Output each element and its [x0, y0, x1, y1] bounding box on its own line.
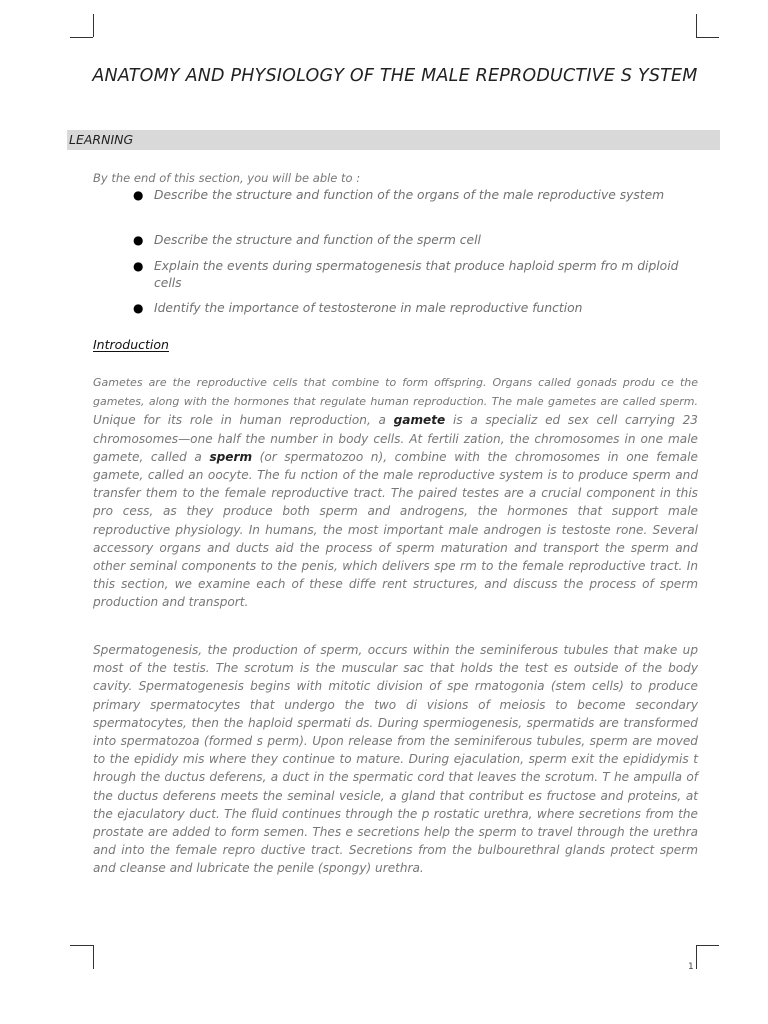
- paragraph-introduction: [93, 373, 698, 612]
- bullet-icon: ●: [133, 259, 144, 273]
- objective-text: Describe the structure and function of the organs of the male reproductive system: [154, 188, 665, 202]
- term-gamete: gamete: [393, 413, 446, 428]
- paragraph-text: is a specializ ed sex cell carrying 23 chromosomes—one half the number in body cells. At fertili zation, the chromosomes in one male gamete, called a: [93, 413, 698, 464]
- paragraph-text: Unique for its role in human reproduction, a: [93, 413, 394, 428]
- document-title: ANATOMY AND PHYSIOLOGY OF THE MALE REPRODUCTIVE S YSTEM: [92, 66, 698, 86]
- crop-mark-top-right-h: [696, 37, 719, 38]
- introduction-heading: Introduction: [93, 337, 169, 352]
- bullet-icon: ●: [133, 301, 144, 315]
- objective-text: Explain the events during spermatogenesis that produce haploid sperm fro m diploid cells: [154, 259, 679, 290]
- objective-item: [133, 258, 703, 292]
- crop-mark-bottom-left-v: [93, 945, 94, 969]
- bullet-icon: ●: [133, 188, 144, 202]
- section-header-bar: [67, 130, 720, 150]
- crop-mark-bottom-right-v: [696, 945, 697, 969]
- page-number: 1: [688, 962, 694, 972]
- objective-item: [133, 300, 703, 317]
- objective-text: Describe the structure and function of the sperm cell: [154, 233, 481, 247]
- term-sperm: sperm: [209, 449, 253, 464]
- paragraph-intro-start: Gametes are the reproductive cells that combine to form offspring. Organs called gonads produ ce the gametes, along with the hormones that regulate human reproduction. The male gametes are called sperm.: [93, 376, 698, 409]
- crop-mark-bottom-left-h: [70, 945, 93, 946]
- section-label: LEARNING: [69, 132, 134, 147]
- objective-item: [133, 187, 703, 204]
- objective-item: [133, 232, 703, 249]
- crop-mark-bottom-right-h: [696, 945, 719, 946]
- crop-mark-top-left-h: [70, 37, 93, 38]
- objectives-intro: By the end of this section, you will be able to :: [93, 171, 361, 185]
- objective-text: Identify the importance of testosterone in male reproductive function: [154, 301, 583, 315]
- crop-mark-top-right-v: [696, 14, 697, 37]
- paragraph-spermatogenesis: Spermatogenesis, the production of sperm, occurs within the seminiferous tubules that make up most of the testis. The scrotum is the muscular sac that holds the test es outside of the body cavity. Spermatogenesis begins with mitotic division of spe rmatogonia (stem cells) to produce primary spermatocytes that undergo the two di visions of meiosis to become secondary spermatocytes, then the haploid spermati ds. During spermiogenesis, spermatids are transformed into spermatozoa (formed s perm). Upon release from the seminiferous tubules, sperm are moved to the epididy mis where they continue to mature. During ejaculation, sperm exit the epididymis t hrough the ductus deferens, a duct in the spermatic cord that leaves the scrotum. T he ampulla of the ductus deferens meets the seminal vesicle, a gland that contribut es fructose and proteins, at the ejaculatory duct. The fluid continues through the p rostatic urethra, where secretions from the prostate are added to form semen. Thes e secretions help the sperm to travel through the urethra and into the female repro ductive tract. Secretions from the bulbourethral glands protect sperm and cleanse and lubricate the penile (spongy) urethra.: [93, 643, 698, 876]
- bullet-icon: ●: [133, 233, 144, 247]
- crop-mark-top-left-v: [93, 14, 94, 37]
- paragraph-text: (or spermatozoo n), combine with the chromosomes in one female gamete, called an oocyte. The fu nction of the male reproductive system is to produce sperm and transfer them to the female reproductive tract. The paired testes are a crucial component in this pro cess, as they produce both sperm and androgens, the hormones that support male reproductive physiology. In humans, the most important male androgen is testoste rone. Several accessory organs and ducts aid the process of sperm maturation and transport the sperm and other seminal components to the penis, which delivers spe rm to the female reproductive tract. In this section, we examine each of these diffe rent structures, and discuss the process of sperm production and transport.: [93, 449, 698, 610]
